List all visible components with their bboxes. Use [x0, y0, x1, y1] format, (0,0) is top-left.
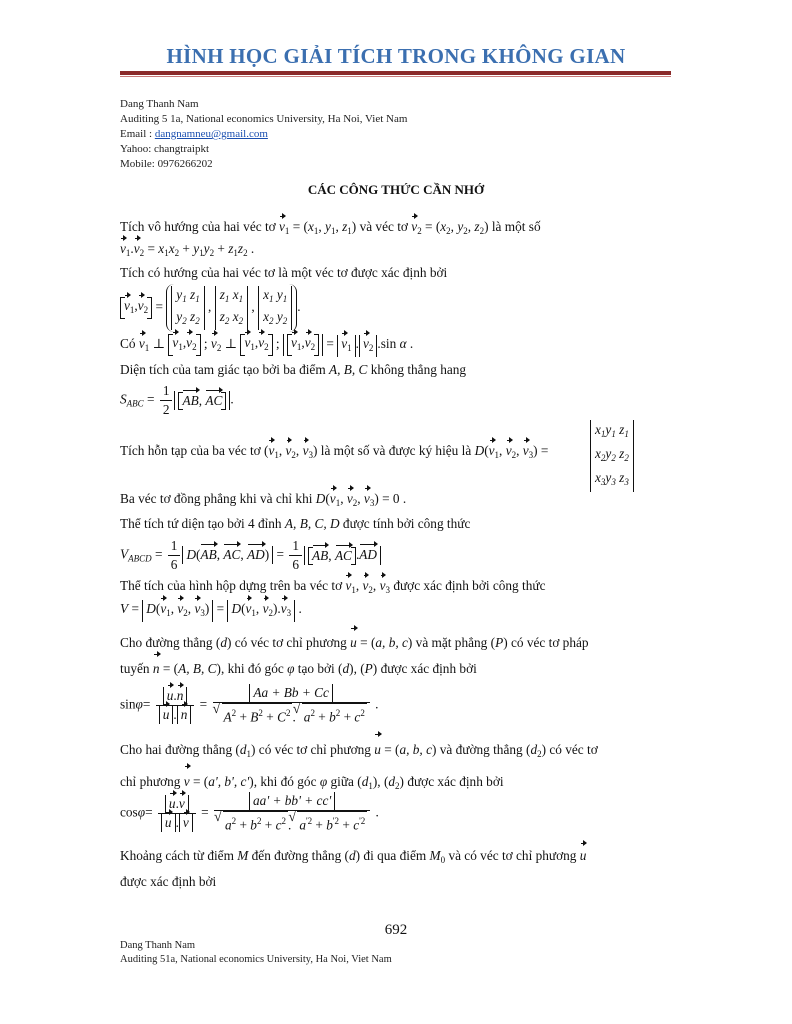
formula-v123: $v_1$, $v_2$, $v_3$ — [345, 578, 390, 595]
text-defined-by-3: được xác định bởi — [407, 774, 504, 789]
formula-cross-product: $v_1,v_2 = y_1$ $z_1$ $y_2$ $z_2$ , $z_1$ $x_1$ $z_2$ $x_2$ , $x_1$ $y_1$ $x_2$ $y_2$. — [120, 284, 680, 332]
paragraph-tetrahedron — [120, 515, 680, 533]
formula-parallelepiped-volume: $V = D(v_1$, $v_2$, $v_3) = D(v_1$, $v_2).v_3$ . — [120, 600, 680, 622]
text-dot-product-intro: Tích vô hướng của hai véc tơ — [120, 219, 276, 234]
paragraph-two-lines-angle: Cho hai đường thẳng $(d_1)$ có véc tơ chỉ phương u = (a, b, c) và đường thẳng $(d_2)$ có véc tơ chỉ phương v = (a', b', c'), khi đó góc φ giữa $(d_1)$, $(d_2)$ được xác định bởi — [120, 736, 680, 800]
text-direction-vector: có véc tơ chỉ phương — [234, 635, 347, 650]
text-then-angle: , khi đó góc — [220, 661, 284, 676]
text-defined-by: được xác định bởi công thức — [393, 578, 546, 593]
text-defined-by-4: được xác định bởi — [120, 874, 217, 889]
text-direction: chỉ phương — [120, 774, 181, 789]
text-through-point: đi qua điểm — [363, 848, 427, 863]
text-tetrahedron: Thể tích tứ diện tạo bởi 4 đỉnh — [120, 516, 282, 531]
text-computed-by: được tính bởi công thức — [342, 516, 471, 531]
formula-perpendicular: $v_1$ ⊥ $v_1,v_2$ ; $v_2$ ⊥ $v_1,v_2$ ; $v_1,v_2 = v_1$ . $v_2$ .sin α . — [139, 336, 413, 351]
text-coplanar: Ba véc tơ đồng phẳng khi và chỉ khi — [120, 491, 313, 506]
text-normal: tuyến — [120, 661, 150, 676]
text-not-collinear: không thẳng hang — [370, 362, 467, 377]
author-affiliation: Auditing 5 1a, National economics University, Ha Noi, Viet Nam — [120, 113, 408, 125]
author-name: Dang Thanh Nam — [120, 98, 199, 110]
text-parallelepiped: Thể tích của hình hộp dựng trên ba véc tơ — [120, 578, 343, 593]
formula-determinant: $x_1y_1$ $z_1$ $x_2y_2$ $z_2$ $x_3y_3$ $z_3$ — [590, 420, 634, 492]
text-then-angle-2: , khi đó góc — [253, 774, 317, 789]
text-distance-from-point: Khoảng cách từ điểm — [120, 848, 234, 863]
formula-dot-product: $v_1.v_2 = x_1x_2 + y_1y_2 + z_1z_2$ . — [120, 241, 255, 258]
formula-points-abcd: A, B, C, D — [284, 516, 340, 531]
paragraph-coplanar — [120, 490, 680, 512]
text-and-vector: và véc tơ — [359, 219, 408, 234]
email-link[interactable]: dangnamneu@gmail.com — [154, 128, 268, 140]
formula-triangle-area: $S_{ABC}$ = $\frac{1}{2}$ AB, AC . — [120, 383, 234, 417]
text-normal-vector: có véc tơ pháp — [510, 635, 589, 650]
footer-name: Dang Thanh Nam — [120, 940, 196, 951]
formula-points-abc: A, B, C — [329, 362, 368, 377]
text-co: Có — [120, 336, 136, 352]
formula-v1: $v_1 = (x_1$, $y_1$, $z_1$) — [279, 219, 357, 236]
text-is-a-number: là một số — [491, 219, 541, 234]
text-cross-product: Tích có hướng của hai véc tơ là một véc tơ được xác định bởi — [120, 265, 448, 280]
footer-affiliation: Auditing 51a, National economics University, Ha Noi, Viet Nam — [120, 954, 392, 965]
paragraph-dot-product — [120, 218, 680, 262]
text-direction-vector-2: có véc tơ chỉ phương — [258, 742, 371, 757]
text-has-vector: có véc tơ — [549, 742, 598, 757]
text-mixed-product: Tích hỗn tạp của ba véc tơ — [120, 443, 261, 458]
text-between: giữa — [330, 774, 354, 789]
formula-sin-phi: sinφ= $\frac{u.n}{u . n}$ = Aa + Bb + Cc √ $A^2 + B^2 + C^2$ .√ $a^2 + b^2 + c^2$ . — [120, 684, 680, 726]
paragraph-parallelepiped — [120, 577, 680, 599]
footer — [120, 939, 392, 967]
formula-tetrahedron-volume: $V_{ABCD}$ = $\frac{1}{6}$ D(AB, AC, AD) = $\frac{1}{6}$ AB, AC .AD — [120, 537, 680, 574]
paragraph-distance: Khoảng cách từ điểm M đến đường thẳng (d) đi qua điểm $M_0$ và có véc tơ chỉ phương u được xác định bởi — [120, 845, 680, 893]
author-yahoo: Yahoo: changtraipkt — [120, 143, 210, 155]
author-email-line — [120, 127, 407, 142]
email-label: Email : — [120, 128, 155, 140]
text-formed-by: tạo bởi — [297, 661, 335, 676]
paragraph-line-plane-angle: Cho đường thẳng (d) có véc tơ chỉ phương u = (a, b, c) và mặt phẳng (P) có véc tơ pháp tuyến n = (A, B, C), khi đó góc φ tạo bởi (d), (P) được xác định bởi — [120, 630, 680, 682]
formula-v2: $v_2 = (x_2$, $y_2$, $z_2$) — [411, 219, 489, 236]
formula-cos-phi: cosφ= $\frac{u.v}{u . v}$ = aa' + bb' + cc' √ $a^2 + b^2 + c^2$ .√ $a^{'2} + b^{'2} + c^{'2}$ . — [120, 792, 680, 834]
mixed-product-text-line: Tích hỗn tạp của ba véc tơ ($v_1$, $v_2$, $v_3$) là một số và được ký hiệu là $D(v_1$, $v_2$, $v_3$) = — [120, 443, 549, 460]
paragraph-perpendicular — [120, 334, 680, 357]
page-number: 692 — [384, 922, 408, 938]
formula-coplanar: $D(v_1$, $v_2$, $v_3) = 0$ . — [315, 491, 407, 508]
header-rule-thin — [120, 76, 671, 77]
header-rule — [120, 71, 671, 75]
text-with-direction: và có véc tơ chỉ phương — [448, 848, 577, 863]
paragraph-mixed-product — [120, 420, 680, 487]
text-mixed-product-notation: là một số và được ký hiệu là — [320, 443, 472, 458]
author-block — [120, 97, 407, 172]
text-given-two-lines: Cho hai đường thẳng — [120, 742, 233, 757]
text-defined-by-2: được xác định bởi — [380, 661, 477, 676]
document-header-title: HÌNH HỌC GIẢI TÍCH TRONG KHÔNG GIAN — [166, 44, 626, 68]
text-and-line: và đường thẳng — [439, 742, 523, 757]
paragraph-cross-product — [120, 264, 680, 282]
text-and-plane: và mặt phẳng — [415, 635, 488, 650]
text-given-line: Cho đường thẳng — [120, 635, 213, 650]
section-title: CÁC CÔNG THỨC CẦN NHỚ — [307, 182, 485, 197]
text-to-line: đến đường thẳng — [251, 848, 342, 863]
author-mobile: Mobile: 0976266202 — [120, 158, 213, 170]
paragraph-triangle-area — [120, 361, 680, 379]
text-triangle-area: Diện tích của tam giác tạo bởi ba điểm — [120, 362, 326, 377]
